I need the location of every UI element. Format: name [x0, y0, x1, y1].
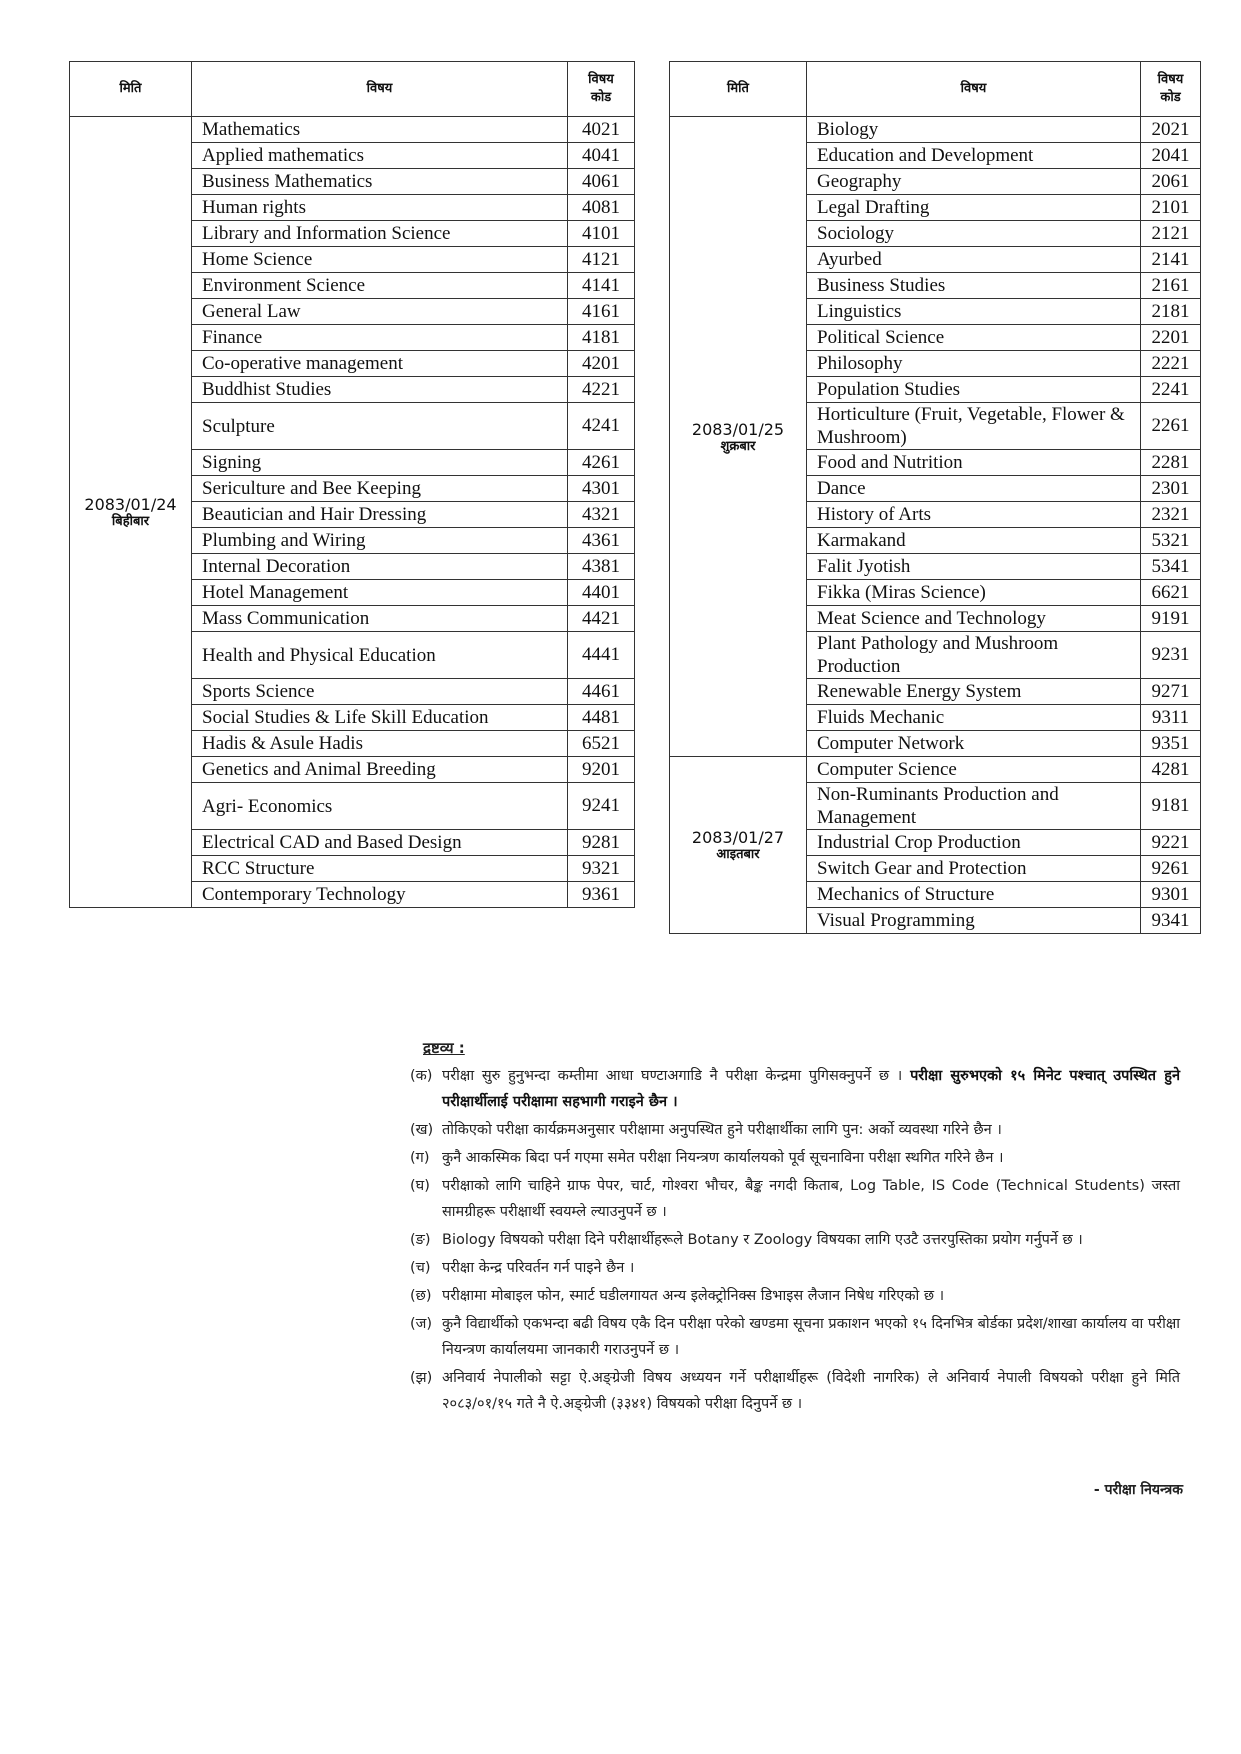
subject-name: Contemporary Technology	[192, 882, 568, 908]
subject-code: 2241	[1141, 377, 1201, 403]
subject-code: 9311	[1141, 705, 1201, 731]
note-item	[410, 1145, 1180, 1171]
note-item	[410, 1173, 1180, 1225]
subject-name: Fikka (Miras Science)	[807, 580, 1141, 606]
subject-code: 2061	[1141, 169, 1201, 195]
note-item	[410, 1365, 1180, 1417]
subject-code: 9351	[1141, 731, 1201, 757]
note-label: (झ)	[410, 1370, 433, 1386]
subject-code: 4181	[568, 325, 635, 351]
subject-code: 4401	[568, 580, 635, 606]
subject-name: Sociology	[807, 221, 1141, 247]
subject-code: 9321	[568, 856, 635, 882]
note-item	[410, 1063, 1180, 1115]
subject-code: 4361	[568, 528, 635, 554]
exam-date-cell	[670, 117, 807, 757]
subject-code: 4041	[568, 143, 635, 169]
subject-code: 2201	[1141, 325, 1201, 351]
subject-name: Internal Decoration	[192, 554, 568, 580]
subject-code: 4421	[568, 606, 635, 632]
subject-name: Health and Physical Education	[192, 632, 568, 679]
subject-name: General Law	[192, 299, 568, 325]
subject-code: 2261	[1141, 403, 1201, 450]
note-text: परीक्षाको लागि चाहिने ग्राफ पेपर, चार्ट, गोश्वरा भौचर, बैङ्क नगदी किताब, Log Table, IS Code (Technical Students) जस्ता सामग्रीहरू परीक्षार्थी स्वयम्ले ल्याउनुपर्ने छ ।	[442, 1178, 1180, 1220]
header-code-line2: कोड	[1160, 90, 1181, 105]
subject-name: Signing	[192, 450, 568, 476]
subject-code: 9201	[568, 757, 635, 783]
signature: - परीक्षा नियन्त्रक	[1093, 1482, 1183, 1498]
exam-date: 2083/01/25	[691, 419, 785, 439]
note-text: कुनै विद्यार्थीको एकभन्दा बढी विषय एकै दिन परीक्षा परेको खण्डमा सूचना प्रकाशन भएको १५ दिनभित्र बोर्डका प्रदेश/शाखा कार्यालय वा परीक्षा नियन्त्रण कार्यालयमा जानकारी गराउनुपर्ने छ ।	[442, 1316, 1180, 1358]
subject-name: Business Mathematics	[192, 169, 568, 195]
header-code-line2: कोड	[590, 90, 612, 105]
subject-code: 9221	[1141, 830, 1201, 856]
subject-code: 9361	[568, 882, 635, 908]
subject-name: Legal Drafting	[807, 195, 1141, 221]
subject-code: 4021	[568, 117, 635, 143]
subject-code: 4101	[568, 221, 635, 247]
table-row	[670, 117, 1201, 143]
header-code	[1141, 62, 1201, 117]
exam-day: आइतबार	[716, 847, 760, 862]
subject-code: 9261	[1141, 856, 1201, 882]
subject-name: Dance	[807, 476, 1141, 502]
subject-name: Buddhist Studies	[192, 377, 568, 403]
subject-code: 2221	[1141, 351, 1201, 377]
subject-name: Environment Science	[192, 273, 568, 299]
subject-code: 4061	[568, 169, 635, 195]
header-date: मिति	[670, 62, 807, 117]
note-emphasis: परीक्षा सुरुभएको १५ मिनेट पश्चात् उपस्थित हुने परीक्षार्थीलाई परीक्षामा सहभागी गराइने छैन ।	[442, 1068, 1181, 1110]
note-text: परीक्षा सुरु हुनुभन्दा कम्तीमा आधा घण्टाअगाडि नै परीक्षा केन्द्रमा पुगिसक्नुपर्ने छ ।	[442, 1068, 903, 1084]
subject-code: 4301	[568, 476, 635, 502]
note-label: (ज)	[410, 1316, 433, 1332]
subject-name: RCC Structure	[192, 856, 568, 882]
subject-code: 4241	[568, 403, 635, 450]
note-label: (छ)	[410, 1288, 432, 1304]
subject-code: 4141	[568, 273, 635, 299]
note-text: परीक्षा केन्द्र परिवर्तन गर्न पाइने छैन ।	[442, 1260, 635, 1276]
subject-name: Electrical CAD and Based Design	[192, 830, 568, 856]
subject-code: 5341	[1141, 554, 1201, 580]
subject-name: Genetics and Animal Breeding	[192, 757, 568, 783]
note-text: तोकिएको परीक्षा कार्यक्रमअनुसार परीक्षामा अनुपस्थित हुने परीक्षार्थीका लागि पुन: अर्को व्यवस्था गरिने छैन ।	[442, 1122, 1002, 1138]
subject-code: 4261	[568, 450, 635, 476]
subject-name: Linguistics	[807, 299, 1141, 325]
subject-name: Human rights	[192, 195, 568, 221]
exam-schedule-table-right	[669, 61, 1201, 934]
note-item	[410, 1117, 1180, 1143]
subject-name: Population Studies	[807, 377, 1141, 403]
subject-name: Fluids Mechanic	[807, 705, 1141, 731]
subject-name: Computer Science	[807, 757, 1141, 783]
note-label: (ङ)	[410, 1232, 431, 1248]
note-label: (घ)	[410, 1178, 430, 1194]
subject-code: 2321	[1141, 502, 1201, 528]
notes-list	[410, 1063, 1180, 1417]
subject-name: Mass Communication	[192, 606, 568, 632]
subject-name: Co-operative management	[192, 351, 568, 377]
subject-name: Plumbing and Wiring	[192, 528, 568, 554]
exam-date: 2083/01/24	[84, 495, 177, 514]
subject-code: 6521	[568, 731, 635, 757]
header-code-line1: विषय	[588, 72, 614, 87]
subject-code: 4321	[568, 502, 635, 528]
subject-name: Plant Pathology and Mushroom Production	[807, 632, 1141, 679]
header-code	[568, 62, 635, 117]
subject-name: Horticulture (Fruit, Vegetable, Flower & Mushroom)	[807, 403, 1141, 450]
subject-code: 2141	[1141, 247, 1201, 273]
exam-date-cell	[670, 757, 807, 934]
subject-name: Philosophy	[807, 351, 1141, 377]
subject-name: Finance	[192, 325, 568, 351]
subject-name: History of Arts	[807, 502, 1141, 528]
subject-code: 4441	[568, 632, 635, 679]
subject-code: 2161	[1141, 273, 1201, 299]
subject-name: Sculpture	[192, 403, 568, 450]
note-label: (च)	[410, 1260, 431, 1276]
subject-name: Ayurbed	[807, 247, 1141, 273]
subject-name: Mechanics of Structure	[807, 882, 1141, 908]
exam-date-cell	[70, 117, 192, 908]
header-date: मिति	[70, 62, 192, 117]
subject-code: 4481	[568, 705, 635, 731]
exam-date: 2083/01/27	[691, 828, 785, 847]
exam-day: शुक्रबार	[720, 438, 756, 454]
subject-code: 9191	[1141, 606, 1201, 632]
subject-code: 6621	[1141, 580, 1201, 606]
note-item	[410, 1255, 1180, 1281]
subject-name: Home Science	[192, 247, 568, 273]
subject-name: Karmakand	[807, 528, 1141, 554]
note-item	[410, 1311, 1180, 1363]
exam-day: बिहीबार	[111, 514, 150, 529]
subject-code: 9241	[568, 783, 635, 830]
header-code-line1: विषय	[1157, 72, 1184, 87]
subject-code: 4381	[568, 554, 635, 580]
note-text: Biology विषयको परीक्षा दिने परीक्षार्थीहरूले Botany र Zoology विषयका लागि एउटै उत्तरपुस्तिका प्रयोग गर्नुपर्ने छ ।	[442, 1232, 1083, 1248]
subject-name: Hotel Management	[192, 580, 568, 606]
subject-code: 2301	[1141, 476, 1201, 502]
subject-code: 5321	[1141, 528, 1201, 554]
note-label: (ग)	[410, 1150, 430, 1166]
subject-name: Computer Network	[807, 731, 1141, 757]
subject-code: 2281	[1141, 450, 1201, 476]
subject-code: 9271	[1141, 679, 1201, 705]
subject-code: 4461	[568, 679, 635, 705]
subject-code: 4281	[1141, 757, 1201, 783]
subject-name: Renewable Energy System	[807, 679, 1141, 705]
subject-name: Industrial Crop Production	[807, 830, 1141, 856]
subject-code: 2021	[1141, 117, 1201, 143]
subject-code: 2101	[1141, 195, 1201, 221]
subject-name: Switch Gear and Protection	[807, 856, 1141, 882]
subject-code: 9341	[1141, 908, 1201, 934]
subject-name: Mathematics	[192, 117, 568, 143]
subject-code: 2041	[1141, 143, 1201, 169]
subject-name: Hadis & Asule Hadis	[192, 731, 568, 757]
note-text: अनिवार्य नेपालीको सट्टा ऐ.अङ्ग्रेजी विषय अध्ययन गर्ने परीक्षार्थीहरू (विदेशी नागरिक) ले अनिवार्य नेपाली विषयको परीक्षा हुने मिति २०८३/०१/१५ गते नै ऐ.अङ्ग्रेजी (३३४१) विषयको परीक्षा दिनुपर्ने छ ।	[442, 1370, 1180, 1412]
table-body	[70, 117, 635, 908]
subject-name: Visual Programming	[807, 908, 1141, 934]
subject-name: Sports Science	[192, 679, 568, 705]
subject-name: Agri- Economics	[192, 783, 568, 830]
subject-name: Food and Nutrition	[807, 450, 1141, 476]
subject-code: 9181	[1141, 783, 1201, 830]
notes-title: द्रष्टव्य :	[423, 1039, 465, 1057]
subject-name: Education and Development	[807, 143, 1141, 169]
table-body	[670, 117, 1201, 934]
header-subject: विषय	[192, 62, 568, 117]
header-subject: विषय	[807, 62, 1141, 117]
table-header-row	[70, 62, 635, 117]
subject-code: 4081	[568, 195, 635, 221]
note-text: कुनै आकस्मिक बिदा पर्न गएमा समेत परीक्षा नियन्त्रण कार्यालयको पूर्व सूचनाविना परीक्षा स्थगित गरिने छैन ।	[442, 1150, 1004, 1166]
subject-name: Falit Jyotish	[807, 554, 1141, 580]
subject-name: Geography	[807, 169, 1141, 195]
subject-code: 4121	[568, 247, 635, 273]
subject-name: Biology	[807, 117, 1141, 143]
subject-code: 9281	[568, 830, 635, 856]
note-label: (ख)	[410, 1122, 434, 1138]
subject-name: Library and Information Science	[192, 221, 568, 247]
note-item	[410, 1227, 1180, 1253]
subject-name: Beautician and Hair Dressing	[192, 502, 568, 528]
note-label: (क)	[410, 1068, 433, 1084]
table-header-row	[670, 62, 1201, 117]
subject-code: 2121	[1141, 221, 1201, 247]
subject-code: 9231	[1141, 632, 1201, 679]
table-row	[70, 117, 635, 143]
subject-name: Non-Ruminants Production and Management	[807, 783, 1141, 830]
subject-name: Sericulture and Bee Keeping	[192, 476, 568, 502]
subject-code: 2181	[1141, 299, 1201, 325]
table-row	[670, 757, 1201, 783]
note-text: परीक्षामा मोबाइल फोन, स्मार्ट घडीलगायत अन्य इलेक्ट्रोनिक्स डिभाइस लैजान निषेध गरिएको छ ।	[442, 1288, 945, 1304]
subject-code: 4221	[568, 377, 635, 403]
subject-code: 4161	[568, 299, 635, 325]
exam-schedule-table-left	[69, 61, 635, 908]
subject-code: 4201	[568, 351, 635, 377]
note-item	[410, 1283, 1180, 1309]
subject-name: Applied mathematics	[192, 143, 568, 169]
subject-name: Political Science	[807, 325, 1141, 351]
subject-name: Social Studies & Life Skill Education	[192, 705, 568, 731]
subject-name: Meat Science and Technology	[807, 606, 1141, 632]
subject-code: 9301	[1141, 882, 1201, 908]
subject-name: Business Studies	[807, 273, 1141, 299]
notes-section	[410, 1035, 1180, 1419]
